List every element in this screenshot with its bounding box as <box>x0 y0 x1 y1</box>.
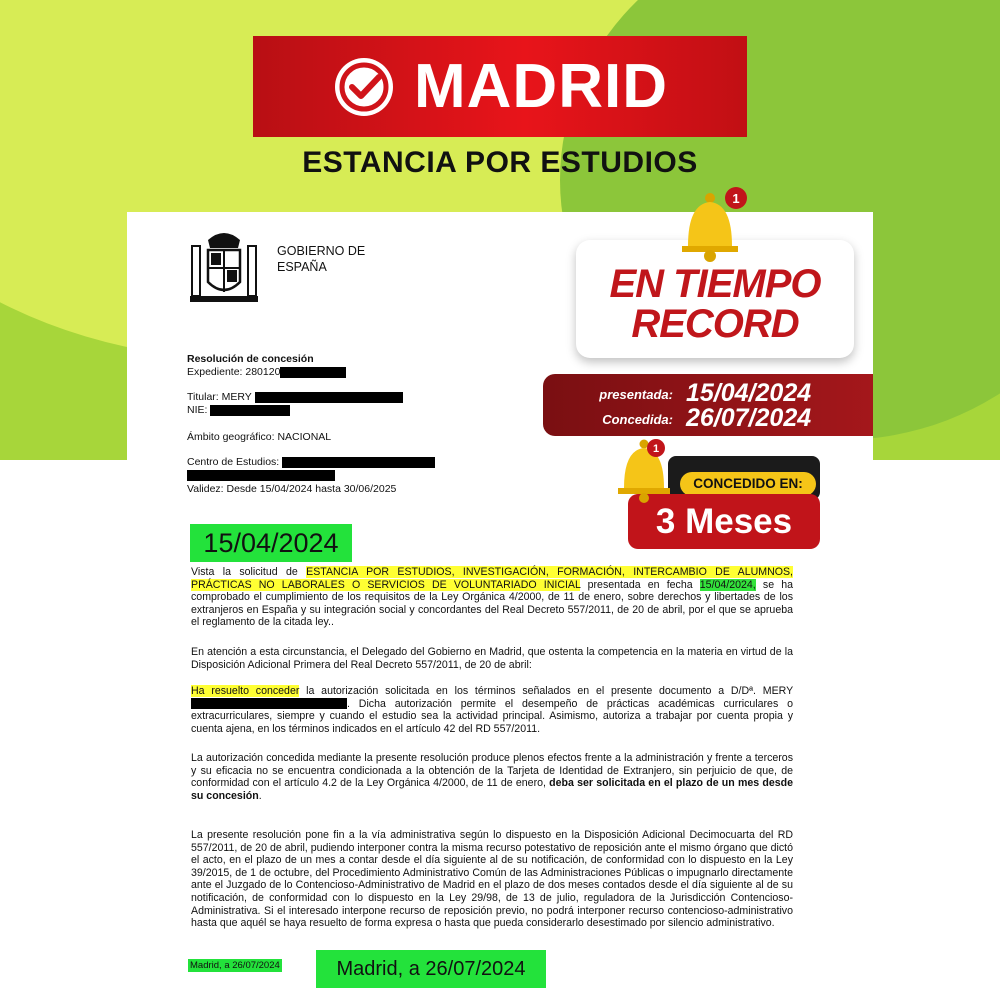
paragraph-efectos: La autorización concedida mediante la presente resolución produce plenos efectos frente a la administración y frente a terceros y su eficacia no se encuentra condicionada a la obtención de la Tarjeta de Identidad de Extranjero, sin perjuicio de que, de conformidad con el artículo 4.2 de la Ley Orgánica 4/2000, de 11 de enero, deba ser solicitada en el plazo de un mes desde su concesión. <box>191 752 793 802</box>
bell-badge: 1 <box>732 191 740 206</box>
resolution-title: Resolución de concesión <box>187 353 314 365</box>
nie: NIE: <box>187 404 290 416</box>
redaction <box>210 405 290 416</box>
redaction <box>282 457 435 468</box>
banner-title: MADRID <box>414 52 668 121</box>
record-line2: RECORD <box>631 302 799 346</box>
bell-badge-2: 1 <box>652 443 660 455</box>
centro-redaction-line <box>187 469 335 481</box>
ambito: Ámbito geográfico: NACIONAL <box>187 431 332 443</box>
presentada-label: presentada: <box>599 387 673 402</box>
record-text <box>576 264 854 344</box>
highlight-estancia: ESTANCIA POR ESTUDIOS, INVESTIGACIÓN, FORMACIÓN, INTERCAMBIO DE ALUMNOS, PRÁCTICAS NO LABORALES O SERVICIOS DE VOLUNTARIADO INICIAL <box>191 566 793 591</box>
redaction <box>187 470 335 481</box>
expediente: Expediente: 280120 <box>187 366 346 378</box>
concedida-row <box>543 404 873 432</box>
highlight-conceder: Ha resuelto conceder <box>191 685 300 697</box>
highlight-date: 15/04/2024, <box>699 578 756 591</box>
gobierno-line2: ESPAÑA <box>277 260 327 274</box>
coat-of-arms-icon <box>188 226 260 306</box>
bell-icon-2 <box>608 432 686 510</box>
bell-icon <box>670 184 756 270</box>
paragraph-recurso: La presente resolución pone fin a la vía administrativa según lo dispuesto en la Disposición Adicional Decimocuarta del RD 557/2011, de 20 de abril, pudiendo interponer contra la misma recurso potestativo de reposición ante el mismo órgano que dictó el acto, en el plazo de un mes a contar desde el día siguiente al de su notificación, de conformidad con lo dispuesto en la Ley 39/2015, de 1 de octubre, del Procedimiento Administrativo Común de las Administraciones Públicas o impugnarlo directamente ante el Juzgado de lo Contencioso-Administrativo de Madrid en el plazo de dos meses contados desde el día siguiente al de su notificación, de conformidad con lo dispuesto en la Ley 29/98, de 13 de julio, reguladora de la Jurisdicción Contencioso-Administrativa. Si el interesado interpone recurso de reposición previo, no podrá interponer recurso contencioso-administrativo hasta que aquél se haya resuelto de forma expresa o hasta que pueda considerarlo desestimado por silencio administrativo. <box>191 829 793 930</box>
meses-badge: 3 Meses <box>628 494 820 549</box>
signature-date-big: Madrid, a 26/07/2024 <box>316 950 546 988</box>
gobierno-line1: GOBIERNO DE <box>277 244 366 258</box>
titular: Titular: MERY <box>187 391 403 403</box>
validez: Validez: Desde 15/04/2024 hasta 30/06/2025 <box>187 483 397 495</box>
big-date-presentation: 15/04/2024 <box>190 524 352 562</box>
concedida-label: Concedida: <box>602 412 673 427</box>
check-circle-icon <box>332 55 396 119</box>
banner-subtitle: ESTANCIA POR ESTUDIOS <box>302 146 698 179</box>
centro-estudios: Centro de Estudios: <box>187 456 435 468</box>
gobierno-label <box>277 243 397 275</box>
redaction <box>191 698 347 709</box>
dates-box <box>543 374 873 436</box>
concedida-value: 26/07/2024 <box>686 404 812 432</box>
signature-date-small: Madrid, a 26/07/2024 <box>190 960 280 971</box>
paragraph-solicitud: Vista la solicitud de ESTANCIA POR ESTUDIOS, INVESTIGACIÓN, FORMACIÓN, INTERCAMBIO DE ALUMNOS, PRÁCTICAS NO LABORALES O SERVICIOS DE VOLUNTARIADO INICIAL presentada en fecha 15/04/2024, se ha comprobado el cumplimiento de los requisitos de la Ley Orgánica 4/2000, de 11 de enero, sobre derechos y libertades de los extranjeros en España y su integración social y concordantes del Real Decreto 557/2011, de 20 de abril, por el que se aprueba el reglamento de la citada ley.. <box>191 566 794 629</box>
paragraph-atencion: En atención a esta circunstancia, el Delegado del Gobierno en Madrid, que ostenta la competencia en la materia en virtud de la Disposición Adicional Primera del Real Decreto 557/2011, de 20 de abril: <box>191 646 793 671</box>
presentada-value: 15/04/2024 <box>686 379 812 407</box>
redaction <box>255 392 403 403</box>
title-banner <box>253 36 747 137</box>
paragraph-concesion: Ha resuelto conceder la autorización solicitada en los términos señalados en el presente documento a D/Dª. MERY . Dicha autorización permite el desempeño de prácticas académicas curriculares o extracurriculares, siempre y cuando el estudio sea la actividad principal. Asimismo, autoriza a trabajar por cuenta propia y cuenta ajena, en los términos indicados en el artículo 42 del RD 557/2011. <box>191 685 793 735</box>
presentada-row <box>543 378 873 406</box>
record-line1: EN TIEMPO <box>609 262 821 306</box>
redaction <box>280 367 346 378</box>
concedido-label: CONCEDIDO EN: <box>680 472 816 496</box>
